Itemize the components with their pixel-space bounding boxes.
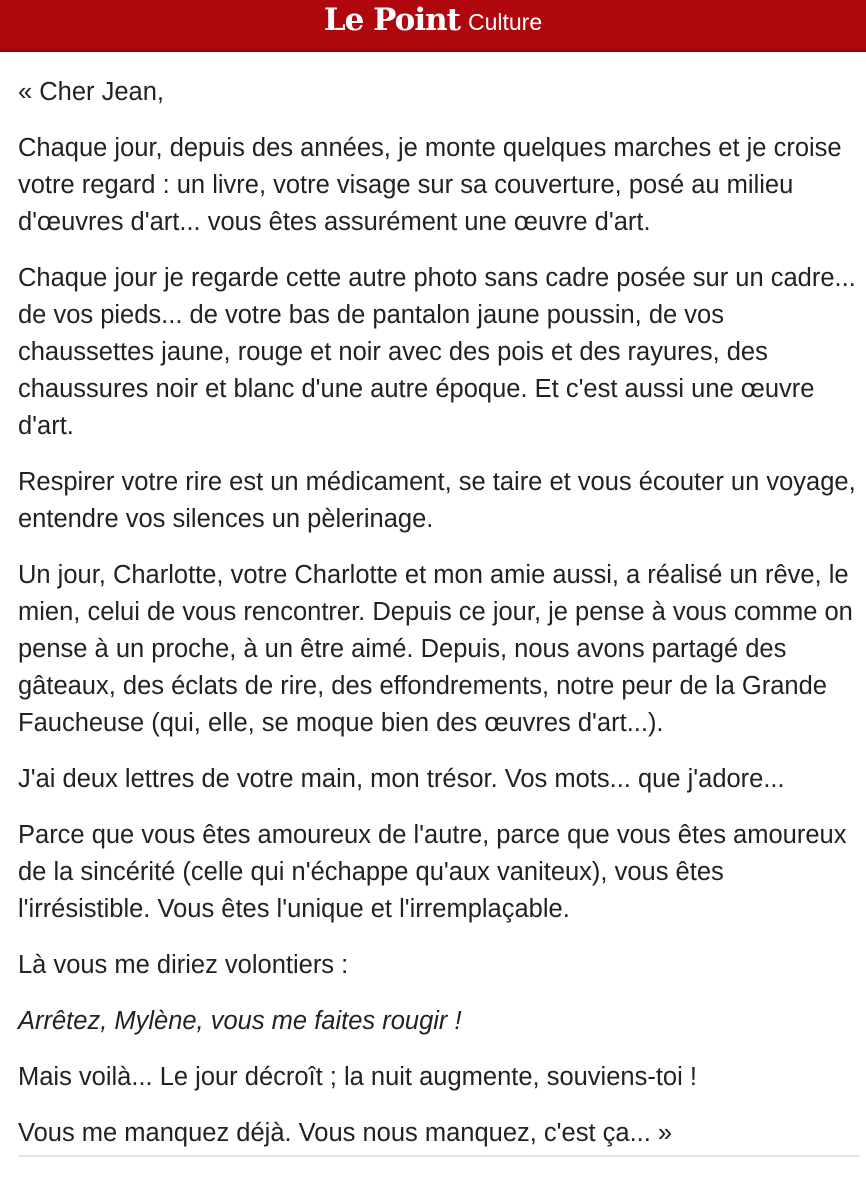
le-point-logo[interactable]: Le Point [323,2,460,38]
letter-salutation: « Cher Jean, [18,78,165,106]
site-header [0,0,866,52]
section-label-culture[interactable]: Culture [467,9,543,35]
paragraph: Là vous me diriez volontiers : [18,951,349,979]
paragraph: Respirer votre rire est un médicament, se taire et vous écouter un voyage, entendre vos silences un pèlerinage. [18,468,856,533]
paragraph: Chaque jour je regarde cette autre photo sans cadre posée sur un cadre... de vos pieds... de votre bas de pantalon jaune poussin, de vos chaussettes jaune, rouge et noir avec des pois et des rayures, des chaussures noir et blanc d'une autre époque. Et c'est aussi une œuvre d'art. [18,264,856,440]
divider [18,1155,860,1157]
paragraph: Mais voilà... Le jour décroît ; la nuit augmente, souviens-toi ! [18,1063,697,1091]
paragraph: Chaque jour, depuis des années, je monte quelques marches et je croise votre regard : un livre, votre visage sur sa couverture, posé au milieu d'œuvres d'art... vous êtes assurément une œuvre d'art. [18,134,842,236]
brand-bar [0,2,866,38]
paragraph: J'ai deux lettres de votre main, mon trésor. Vos mots... que j'adore... [18,765,785,793]
paragraph: Parce que vous êtes amoureux de l'autre, parce que vous êtes amoureux de la sincérité (celle qui n'échappe qu'aux vaniteux), vous êtes l'irrésistible. Vous êtes l'unique et l'irremplaçable. [18,821,847,923]
paragraph: Un jour, Charlotte, votre Charlotte et mon amie aussi, a réalisé un rêve, le mien, celui de vous rencontrer. Depuis ce jour, je pense à vous comme on pense à un proche, à un être aimé. Depuis, nous avons partagé des gâteaux, des éclats de rire, des effondrements, notre peur de la Grande Faucheuse (qui, elle, se moque bien des œuvres d'art...). [18,561,853,737]
letter-closing: Vous me manquez déjà. Vous nous manquez, c'est ça... » [18,1119,673,1147]
quoted-reply: Arrêtez, Mylène, vous me faites rougir ! [18,1007,462,1035]
article-body [18,74,858,1171]
